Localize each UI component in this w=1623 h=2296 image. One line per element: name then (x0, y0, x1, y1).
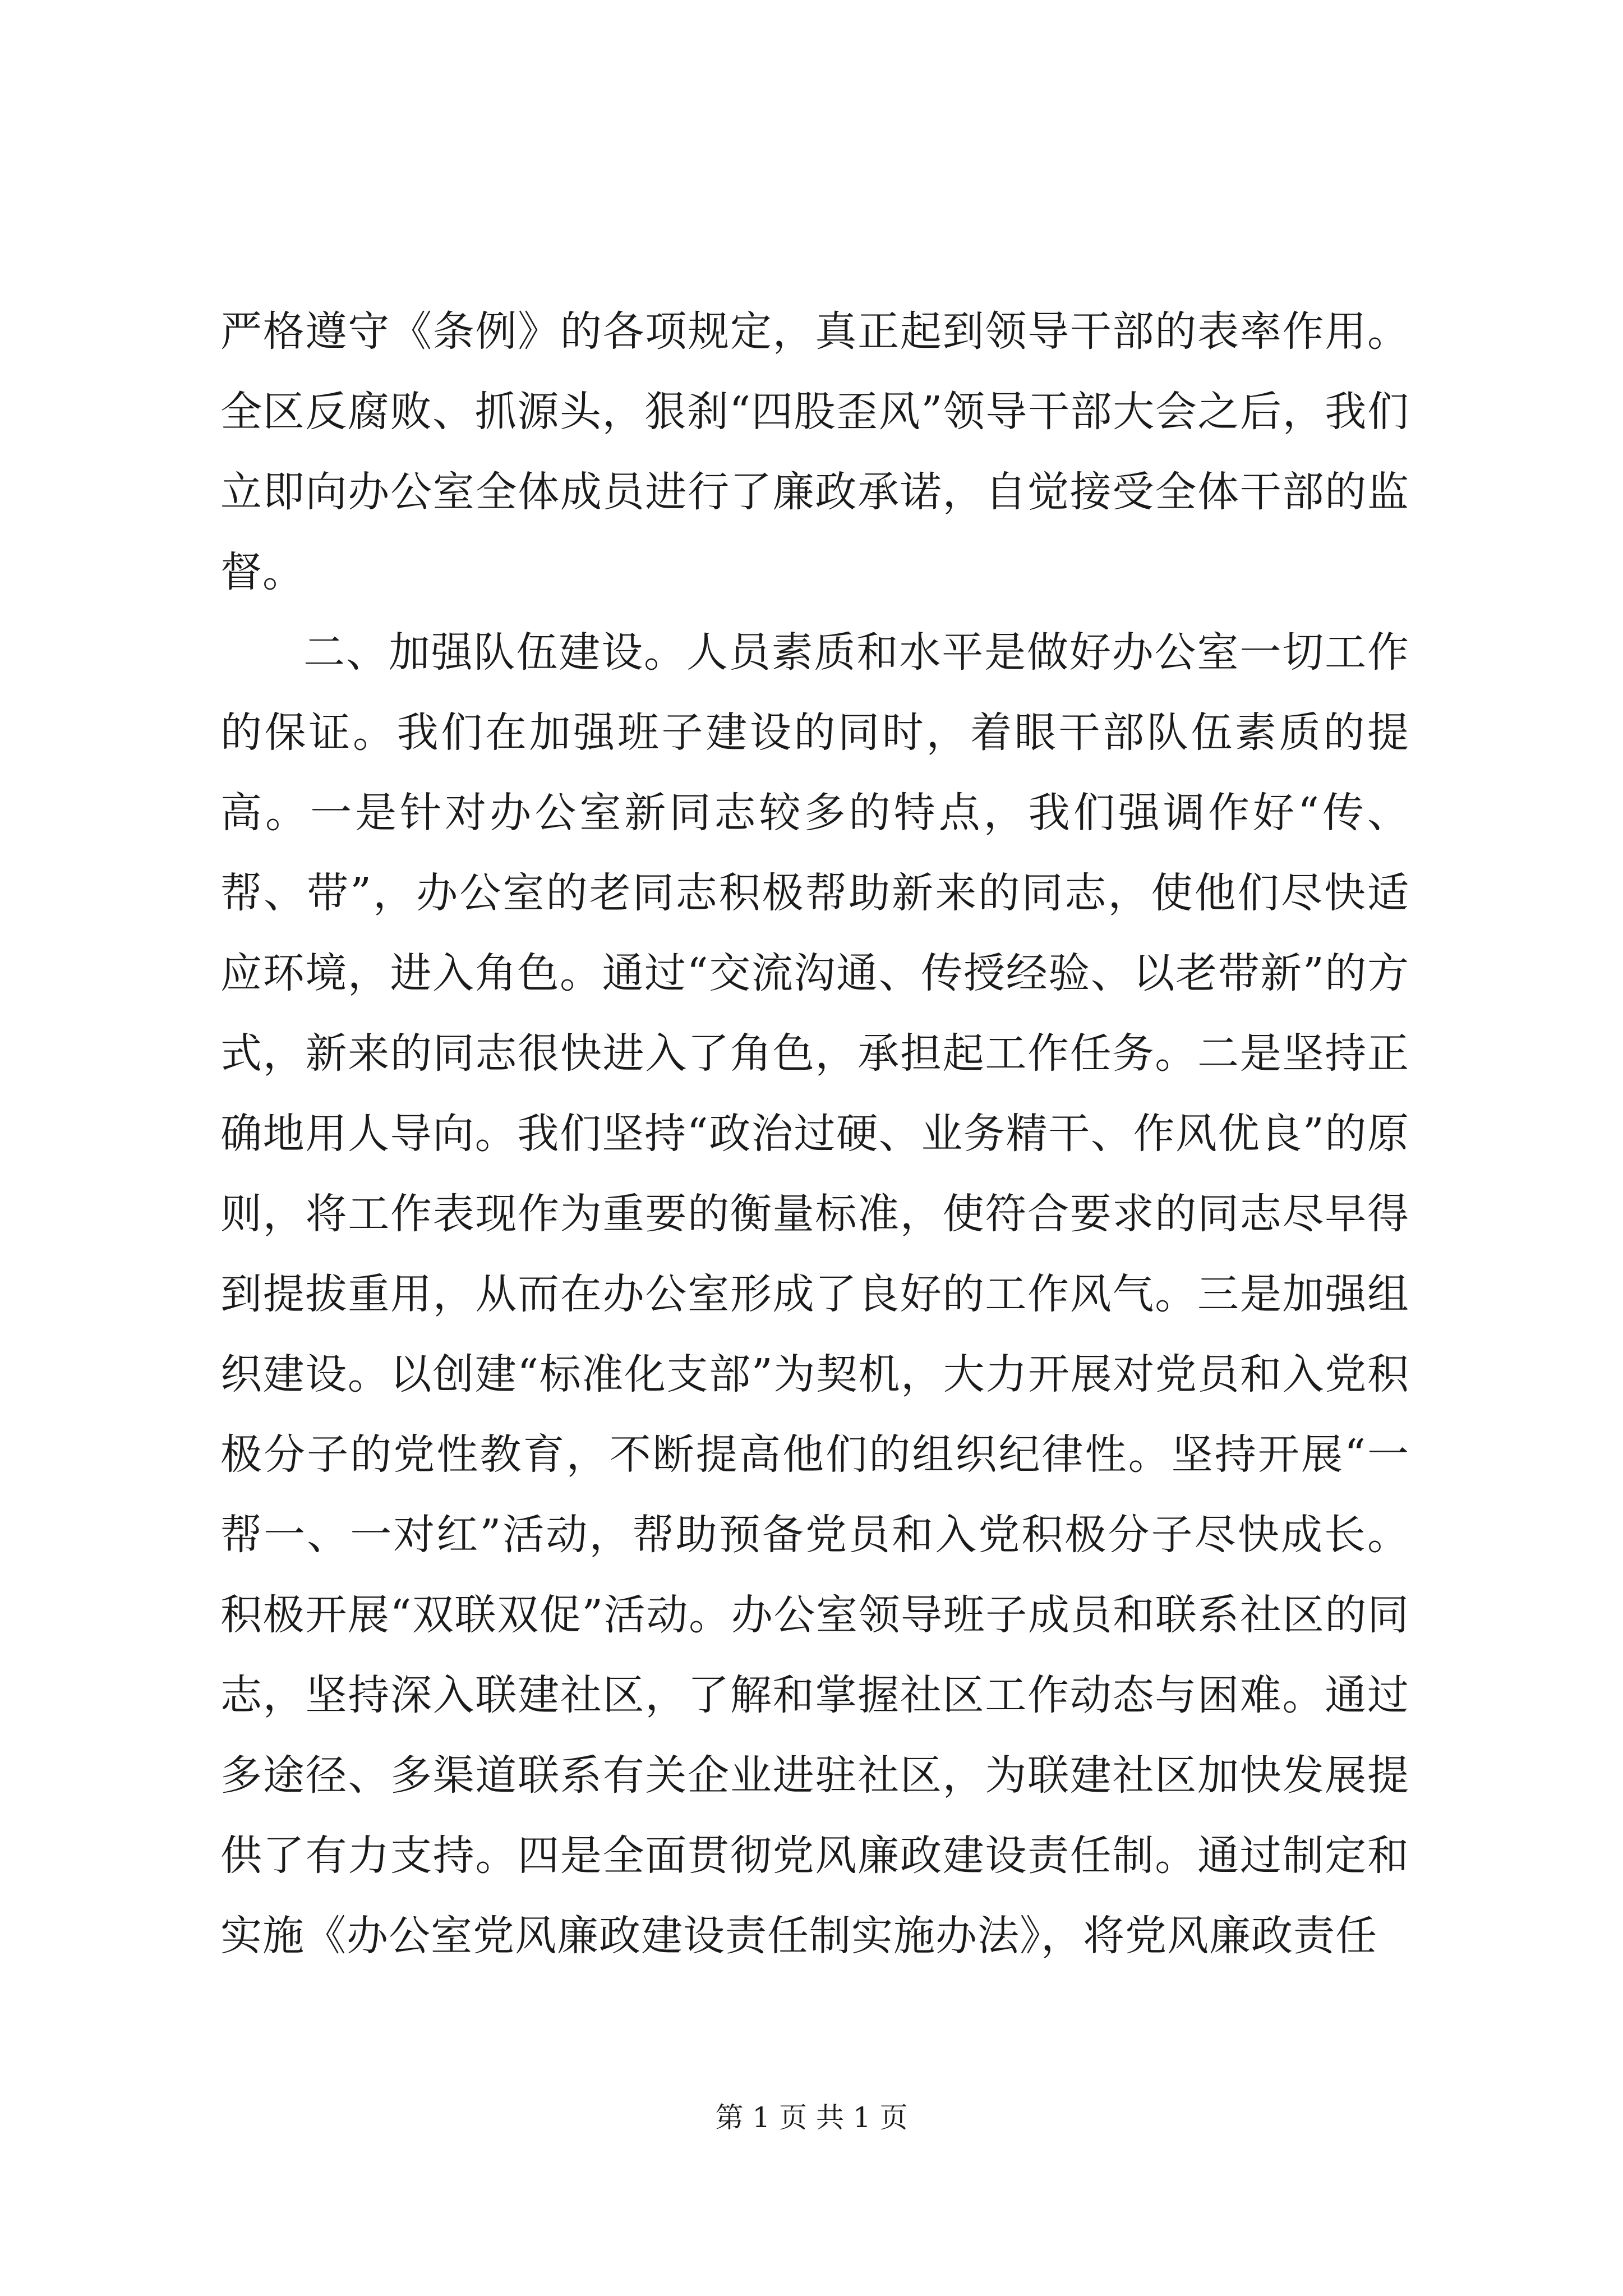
paragraph-team-building: 二、加强队伍建设。人员素质和水平是做好办公室一切工作的保证。我们在加强班子建设的同时，着眼干部队伍素质的提高。一是针对办公室新同志较多的特点，我们强调作好“传、帮、带”，办公室的老同志积极帮助新来的同志，使他们尽快适应环境，进入角色。通过“交流沟通、传授经验、以老带新”的方式，新来的同志很快进入了角色，承担起工作任务。二是坚持正确地用人导向。我们坚持“政治过硬、业务精干、作风优良”的原则，将工作表现作为重要的衡量标准，使符合要求的同志尽早得到提拔重用，从而在办公室形成了良好的工作风气。三是加强组织建设。以创建“标准化支部”为契机，大力开展对党员和入党积极分子的党性教育，不断提高他们的组织纪律性。坚持开展“一帮一、一对红”活动，帮助预备党员和入党积极分子尽快成长。积极开展“双联双促”活动。办公室领导班子成员和联系社区的同志，坚持深入联建社区，了解和掌握社区工作动态与困难。通过多途径、多渠道联系有关企业进驻社区，为联建社区加快发展提供了有力支持。四是全面贯彻党风廉政建设责任制。通过制定和实施《办公室党风廉政建设责任制实施办法》，将党风廉政责任 (220, 628, 1409, 1960)
page-footer: 第 1 页 共 1 页 (715, 2101, 908, 2134)
document-body (220, 292, 1409, 1976)
paragraph-continued: 严格遵守《条例》的各项规定，真正起到领导干部的表率作用。全区反腐败、抓源头，狠刹“四股歪风”领导干部大会之后，我们立即向办公室全体成员进行了廉政承诺，自觉接受全体干部的监督。 (220, 307, 1409, 596)
